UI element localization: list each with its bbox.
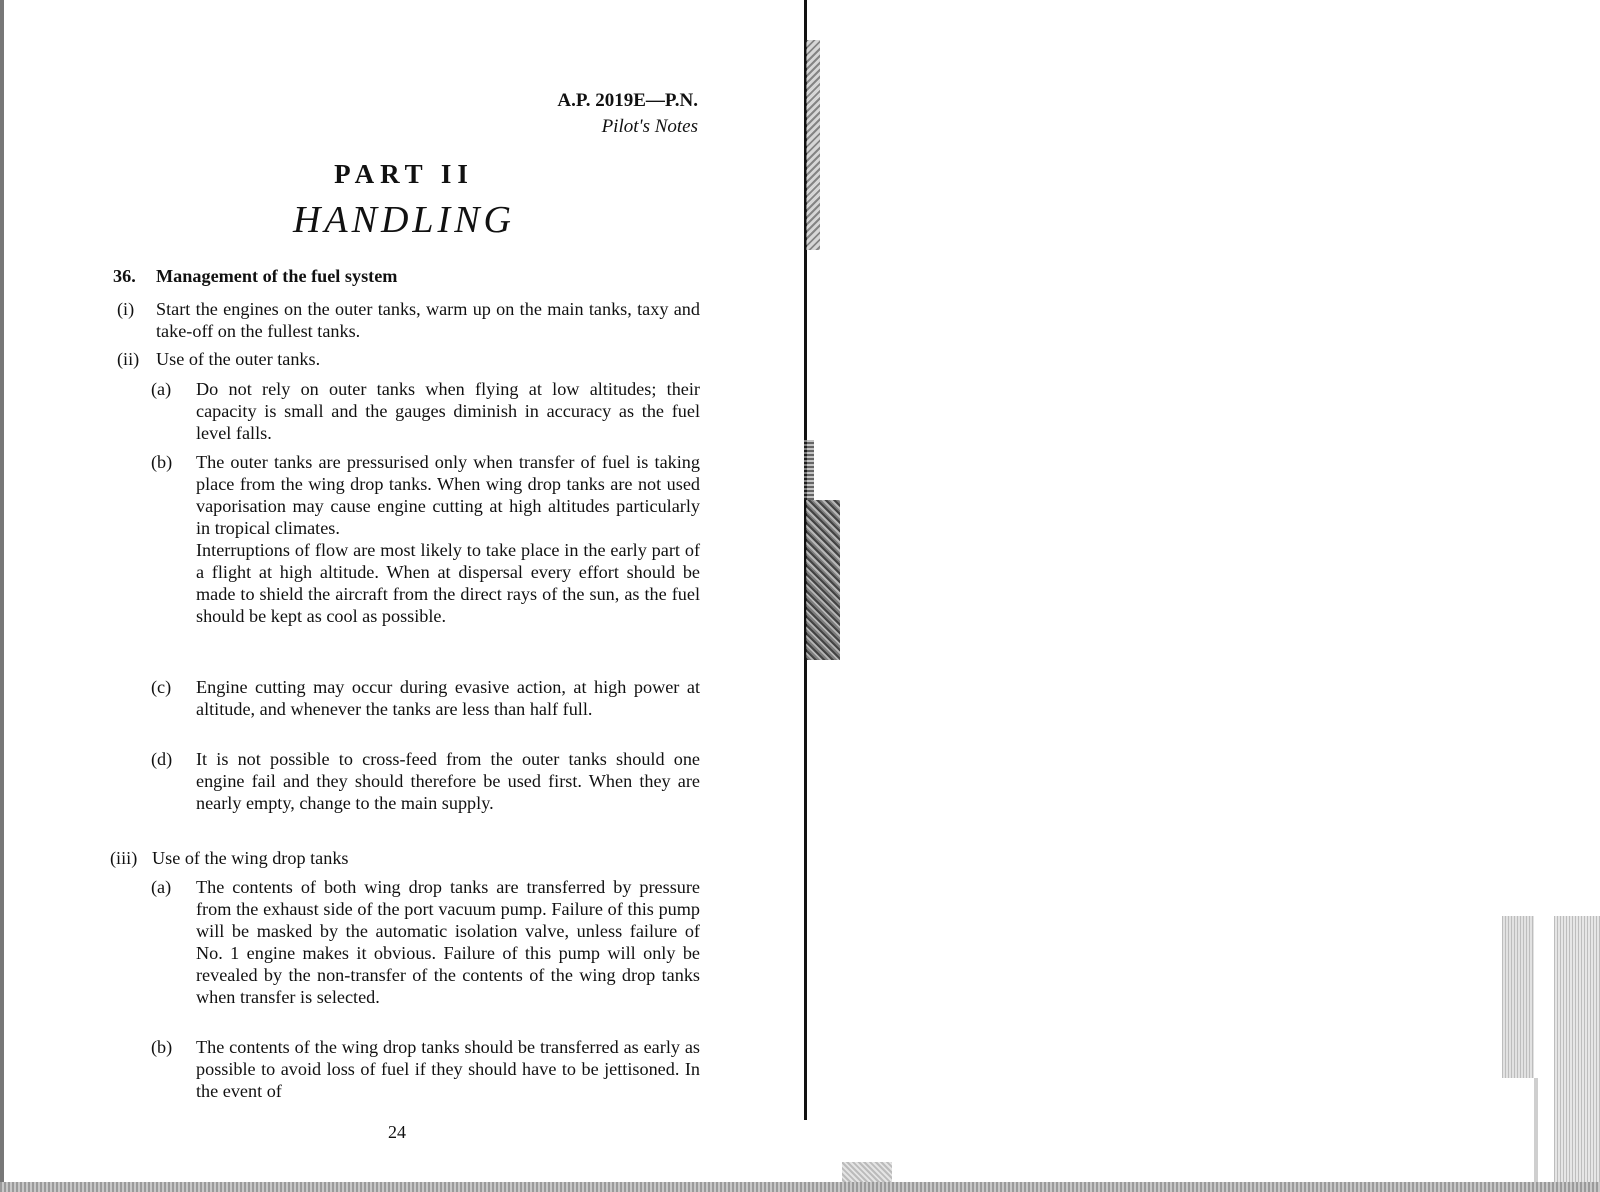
subitem-label: (a)	[151, 379, 172, 399]
sub-item	[151, 676, 700, 720]
subitem-label: (b)	[151, 452, 173, 472]
scan-shading	[1534, 1078, 1538, 1192]
item-text: Use of the wing drop tanks	[152, 848, 349, 868]
sub-item	[151, 451, 700, 627]
list-item	[110, 847, 700, 869]
paragraph-heading	[113, 265, 397, 287]
subitem-text: The contents of both wing drop tanks are transferred by pressure from the exhaust side of the port vacuum pump. Failure of this pump will be masked by the automatic isolation valve, unless failure of No. 1 engine makes it obvious. Failure of this pump will only be revealed by the non-transfer of the contents of the wing drop tanks when transfer is selected.	[196, 877, 700, 1007]
part-title: PART II	[334, 159, 474, 189]
item-label: (ii)	[117, 349, 140, 369]
list-item	[117, 298, 700, 342]
scan-smudge	[806, 40, 820, 250]
scan-smudge	[806, 500, 840, 660]
sub-item	[151, 1036, 700, 1102]
paragraph-number: 36.	[113, 266, 136, 286]
list-item	[117, 348, 700, 370]
document-subtitle: Pilot's Notes	[601, 116, 698, 137]
document-code: A.P. 2019E—P.N.	[557, 90, 698, 111]
section-title: HANDLING	[292, 199, 516, 241]
subitem-text: Do not rely on outer tanks when flying at low altitudes; their capacity is small and the gauges diminish in accuracy as the fuel level falls.	[196, 379, 700, 443]
item-label: (i)	[117, 299, 135, 319]
scan-bottom-edge	[0, 1182, 1600, 1192]
scan-shading	[1502, 916, 1534, 1078]
subitem-label: (a)	[151, 877, 172, 897]
page-number: 24	[388, 1122, 406, 1142]
sub-item	[151, 378, 700, 444]
paragraph-title: Management of the fuel system	[156, 266, 398, 286]
item-text: Start the engines on the outer tanks, warm up on the main tanks, taxy and take-off on the fullest tanks.	[156, 299, 700, 341]
subitem-label: (b)	[151, 1037, 173, 1057]
subitem-text: It is not possible to cross-feed from the outer tanks should one engine fail and they should therefore be used first. When they are nearly empty, change to the main supply.	[196, 749, 700, 813]
item-text: Use of the outer tanks.	[156, 349, 321, 369]
sub-item	[151, 876, 700, 1008]
subitem-text: The outer tanks are pressurised only when transfer of fuel is taking place from the wing drop tanks. When wing drop tanks are not used vaporisation may cause engine cutting at high altitudes particularly in tropical climates.	[196, 452, 700, 538]
scan-smudge	[804, 440, 814, 500]
subitem-label: (d)	[151, 749, 173, 769]
subitem-text: Engine cutting may occur during evasive action, at high power at altitude, and whenever the tanks are less than half full.	[196, 677, 700, 719]
subitem-label: (c)	[151, 677, 172, 697]
sub-item	[151, 748, 700, 814]
subitem-text-continued: Interruptions of flow are most likely to take place in the early part of a flight at high altitude. When at dispersal every effort should be made to shield the aircraft from the direct rays of the sun, as the fuel should be kept as cool as possible.	[196, 540, 700, 626]
scan-shading	[1554, 916, 1600, 1192]
item-label: (iii)	[110, 848, 138, 868]
subitem-text: The contents of the wing drop tanks should be transferred as early as possible to avoid loss of fuel if they should have to be jettisoned. In the event of	[196, 1037, 700, 1101]
